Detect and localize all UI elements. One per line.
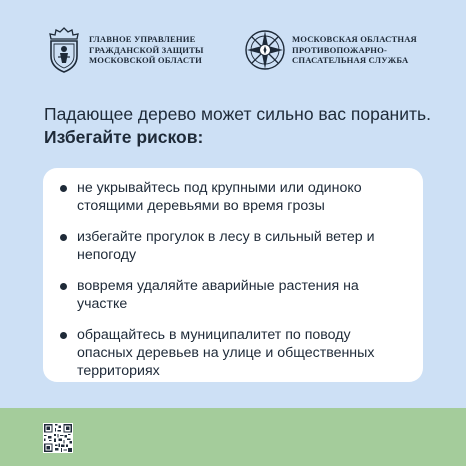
mopss-logo — [243, 26, 417, 74]
list-item — [59, 228, 407, 264]
qr-code-icon[interactable] — [43, 423, 73, 453]
right-org-name — [292, 34, 417, 66]
right-org-line: СПАСАТЕЛЬНАЯ СЛУЖБА — [292, 55, 409, 66]
headline-lead: Падающее дерево может сильно вас поранить. — [44, 104, 431, 124]
tips-card — [43, 168, 423, 382]
moscow-region-coat-of-arms-icon — [44, 26, 84, 74]
bullet-dot-icon — [60, 332, 67, 339]
list-item — [59, 179, 407, 215]
left-org-name — [89, 34, 204, 66]
gu-civil-defense-logo — [44, 26, 204, 74]
list-item-text: не укрывайтесь под крупными или одиноко стоящими деревьями во время грозы — [77, 180, 362, 214]
list-item-text: обращайтесь в муниципалитет по поводу опасных деревьев на улице и общественных территориях — [77, 327, 375, 379]
bullet-dot-icon — [60, 185, 67, 192]
left-org-line: ГЛАВНОЕ УПРАВЛЕНИЕ — [89, 34, 196, 45]
right-org-line: МОСКОВСКАЯ ОБЛАСТНАЯ — [292, 34, 417, 45]
fire-rescue-service-emblem-icon — [243, 26, 287, 74]
bullet-dot-icon — [60, 283, 67, 290]
right-org-line: ПРОТИВОПОЖАРНО- — [292, 44, 387, 55]
list-item — [59, 277, 407, 313]
list-item — [59, 326, 407, 380]
list-item-text: избегайте прогулок в лесу в сильный ветер и непогоду — [77, 229, 375, 263]
headline-emphasis: Избегайте рисков: — [44, 127, 204, 147]
left-org-line: МОСКОВСКОЙ ОБЛАСТИ — [89, 55, 202, 66]
header — [0, 0, 466, 96]
left-org-line: ГРАЖДАНСКОЙ ЗАЩИТЫ — [89, 44, 204, 55]
bullet-dot-icon — [60, 234, 67, 241]
tips-list — [59, 179, 407, 380]
headline — [44, 103, 434, 149]
footer-bar — [0, 408, 466, 466]
list-item-text: вовремя удаляйте аварийные растения на участке — [77, 278, 359, 312]
